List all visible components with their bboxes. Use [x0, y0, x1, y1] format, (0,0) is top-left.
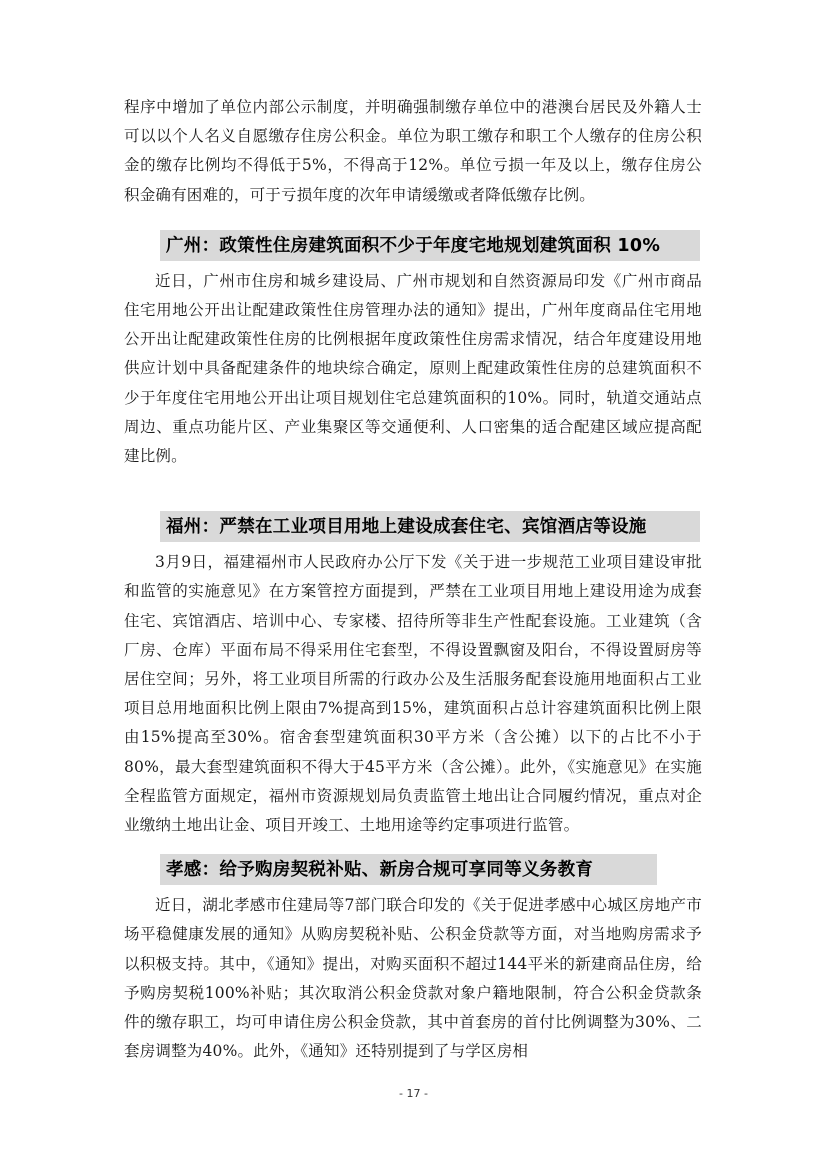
- intro-paragraph: 程序中增加了单位内部公示制度，并明确强制缴存单位中的港澳台居民及外籍人士可以以个人名义自愿缴存住房公积金。单位为职工缴存和职工个人缴存的住房公积金的缴存比例均不得低于5%，不得高于12%。单位亏损一年及以上，缴存住房公积金确有困难的，可于亏损年度的次年申请缓缴或者降低缴存比例。: [124, 98, 702, 204]
- section-body-xiaogan: 近日，湖北孝感市住建局等7部门联合印发的《关于促进孝感中心城区房地产市场平稳健康发展的通知》从购房契税补贴、公积金贷款等方面，对当地购房需求予以积极支持。其中，《通知》提出，对购买面积不超过144平米的新建商品住房，给予购房契税100%补贴；其次取消公积金贷款对象户籍地限制，符合公积金贷款条件的缴存职工，均可申请住房公积金贷款，其中首套房的首付比例调整为30%、二套房调整为40%。此外，《通知》还特别提到了与学区房相: [124, 896, 702, 1061]
- section-body-guangzhou: 近日，广州市住房和城乡建设局、广州市规划和自然资源局印发《广州市商品住宅用地公开出让配建政策性住房管理办法的通知》提出，广州年度商品住宅用地公开出让配建政策性住房的比例根据年度政策性住房需求情况，结合年度建设用地供应计划中具备配建条件的地块综合确定，原则上配建政策性住房的总建筑面积不少于年度住宅用地公开出让项目规划住宅总建筑面积的10%。同时，轨道交通站点周边、重点功能片区、产业集聚区等交通便利、人口密集的适合配建区域应提高配建比例。: [124, 271, 702, 466]
- section-heading-guangzhou: 广州：政策性住房建筑面积不少于年度宅地规划建筑面积 10%: [160, 230, 700, 261]
- section-heading-xiaogan: 孝感：给予购房契税补贴、新房合规可享同等义务教育: [160, 854, 657, 885]
- section-body-fuzhou: 3月9日，福建福州市人民政府办公厅下发《关于进一步规范工业项目建设审批和监管的实施意见》在方案管控方面提到，严禁在工业项目用地上建设用途为成套住宅、宾馆酒店、培训中心、专家楼、招待所等非生产性配套设施。工业建筑（含厂房、仓库）平面布局不得采用住宅套型，不得设置飘窗及阳台，不得设置厨房等居住空间；另外，将工业项目所需的行政办公及生活服务配套设施用地面积占工业项目总用地面积比例上限由7%提高到15%，建筑面积占总计容建筑面积比例上限由15%提高至30%。宿舍套型建筑面积30平方米（含公摊）以下的占比不小于80%，最大套型建筑面积不得大于45平方米（含公摊）。此外，《实施意见》在实施全程监管方面规定，福州市资源规划局负责监管土地出让合同履约情况，重点对企业缴纳土地出让金、项目开竣工、土地用途等约定事项进行监管。: [124, 553, 702, 835]
- page-number: - 17 -: [399, 1087, 428, 1100]
- page-content: [124, 93, 702, 1066]
- section-heading-fuzhou: 福州：严禁在工业项目用地上建设成套住宅、宾馆酒店等设施: [160, 511, 700, 542]
